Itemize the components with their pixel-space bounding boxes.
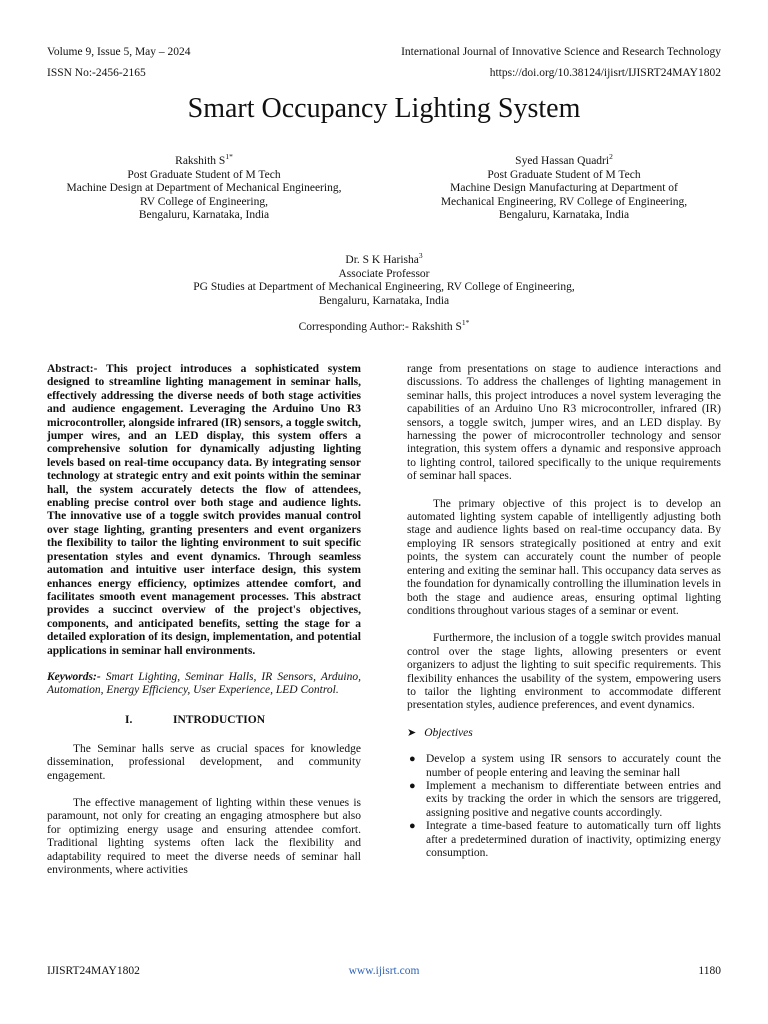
doi-link[interactable]: https://doi.org/10.38124/ijisrt/IJISRT24MAY1802 [489, 67, 721, 79]
author-block-3 [0, 251, 768, 308]
list-item [407, 753, 721, 780]
body-paragraph-3: Furthermore, the inclusion of a toggle switch provides manual control over the stage lights, allowing presenters or event organizers to adjust the lighting to suit specific requirements. This flexibility enhances the usability of the system, empowering users to tailor the lighting environment to accommodate different presentation styles, audience preferences, and event dynamics. [407, 632, 721, 712]
author-name [0, 251, 768, 268]
author-name-text: Rakshith S [175, 155, 226, 167]
body-paragraph-1: range from presentations on stage to audience interactions and discussions. To address the challenges of lighting management in seminar halls, this project introduces a novel system leveraging the capabilities of an Arduino Uno R3 microcontroller, infrared (IR) sensors, a toggle switch, jumper wires, and an LED display. By harnessing the power of microcontroller technology and sensor integration, this system offers a dynamic and responsive approach to lighting control, tailored specifically to the unique requirements of seminar hall spaces. [407, 363, 721, 483]
body-paragraph-2: The primary objective of this project is to develop an automated lighting system capable of intelligently adjusting both stage and audience lights based on real-time occupancy data. By employing IR sensors strategically positioned at entry and exit points, the system can accurately count the number of people entering and exiting the seminar hall. This occupancy data serves as the foundation for dynamically controlling the illumination levels in both the stage and audience areas, ensuring optimal lighting conditions throughout various stages of a seminar or event. [407, 497, 721, 617]
arrow-bullet-icon: ➤ [407, 726, 417, 739]
objectives-list [407, 753, 721, 860]
corresponding-author [0, 318, 768, 333]
list-item [407, 820, 721, 860]
journal-name: International Journal of Innovative Science and Research Technology [401, 46, 721, 58]
footer-page-number: 1180 [698, 965, 721, 977]
author-block-1 [37, 152, 371, 223]
objectives-heading-text: Objectives [424, 726, 473, 739]
corresponding-author-superscript: 1* [461, 318, 470, 327]
footer-website-link[interactable]: www.ijisrt.com [348, 965, 420, 977]
author-affiliation: Mechanical Engineering, RV College of Engineering, [440, 195, 688, 208]
section-title: INTRODUCTION [173, 713, 266, 726]
author-name [397, 152, 731, 169]
author-role: Post Graduate Student of M Tech [127, 168, 281, 181]
author-superscript: 1* [225, 152, 233, 161]
issn: ISSN No:-2456-2165 [47, 67, 146, 79]
objectives-heading [407, 727, 721, 740]
author-role: Post Graduate Student of M Tech [487, 168, 641, 181]
abstract: Abstract:- This project introduces a sophisticated system designed to streamline lighting management in seminar halls, effectively addressing the diverse needs of both stage activities and audience engagement. Leveraging the Arduino Uno R3 microcontroller, alongside infrared (IR) sensors, a toggle switch, jumper wires, and an LED display, this system offers a comprehensive solution for dynamically adjusting lighting levels based on real-time occupancy data. By integrating sensor technology at strategic entry and exit points within the seminar hall, the system accurately detects the flow of attendees, enabling precise control over both stage and audience lights. The innovative use of a toggle switch provides manual control over stage lighting, granting presenters and event organizers the flexibility to tailor the lighting environment to suit specific presentation styles and event dynamics. Through seamless automation and intuitive user interface design, this system enhances energy efficiency, optimizes attendee comfort, and facilitates smooth event management processes. This abstract provides a succinct overview of the project's objectives, components, and anticipated benefits, setting the stage for a detailed exploration of its design, implementation, and potential applications in seminar hall environments. [47, 363, 361, 657]
right-column [407, 363, 721, 860]
list-item-text: Develop a system using IR sensors to accurately count the number of people entering and leaving the seminar hall [426, 753, 721, 779]
author-name-text: Dr. S K Harisha [345, 254, 419, 266]
author-superscript: 3 [418, 251, 423, 260]
author-affiliation: Bengaluru, Karnataka, India [498, 209, 630, 222]
volume-info: Volume 9, Issue 5, May – 2024 [47, 46, 191, 58]
list-item-text: Implement a mechanism to differentiate between entries and exits by tracking the order in which the sensors are triggered, assigning positive and negative counts accordingly. [426, 779, 721, 819]
author-role: Associate Professor [338, 267, 430, 280]
footer-paper-code: IJISRT24MAY1802 [47, 965, 140, 977]
bullet-icon: ● [409, 820, 416, 833]
section-heading [47, 714, 361, 728]
author-affiliation: RV College of Engineering, [140, 195, 268, 208]
keywords-text: Smart Lighting, Seminar Halls, IR Sensors, Arduino, Automation, Energy Efficiency, User Experience, LED Control. [47, 670, 361, 697]
paper-title: Smart Occupancy Lighting System [187, 93, 581, 124]
bullet-icon: ● [409, 779, 416, 792]
author-block-2 [397, 152, 731, 223]
section-number: I. [125, 713, 133, 726]
author-superscript: 2 [609, 152, 613, 161]
list-item-text: Integrate a time-based feature to automatically turn off lights after a predetermined duration of inactivity, optimizing energy consumption. [426, 820, 721, 859]
left-column [47, 363, 361, 877]
author-affiliation: PG Studies at Department of Mechanical Engineering, RV College of Engineering, [193, 281, 575, 294]
author-affiliation: Machine Design Manufacturing at Department of [450, 182, 678, 195]
keywords-label: Keywords:- [47, 670, 101, 683]
list-item [407, 780, 721, 820]
bullet-icon: ● [409, 753, 416, 766]
intro-paragraph-1: The Seminar halls serve as crucial spaces for knowledge dissemination, professional development, and community engagement. [47, 742, 361, 782]
keywords [47, 671, 361, 698]
author-name [37, 152, 371, 169]
corresponding-author-label: Corresponding Author:- Rakshith S [298, 321, 462, 333]
author-affiliation: Bengaluru, Karnataka, India [318, 294, 450, 307]
author-name-text: Syed Hassan Quadri [515, 155, 610, 167]
author-affiliation: Bengaluru, Karnataka, India [138, 209, 270, 222]
author-affiliation: Machine Design at Department of Mechanical Engineering, [66, 182, 342, 195]
intro-paragraph-2: The effective management of lighting within these venues is paramount, not only for creating an engaging atmosphere but also for optimizing energy usage and ensuring attendee comfort. Traditional lighting systems often lack the flexibility and adaptability required to meet the diverse needs of seminar hall environments, where activities [47, 796, 361, 876]
